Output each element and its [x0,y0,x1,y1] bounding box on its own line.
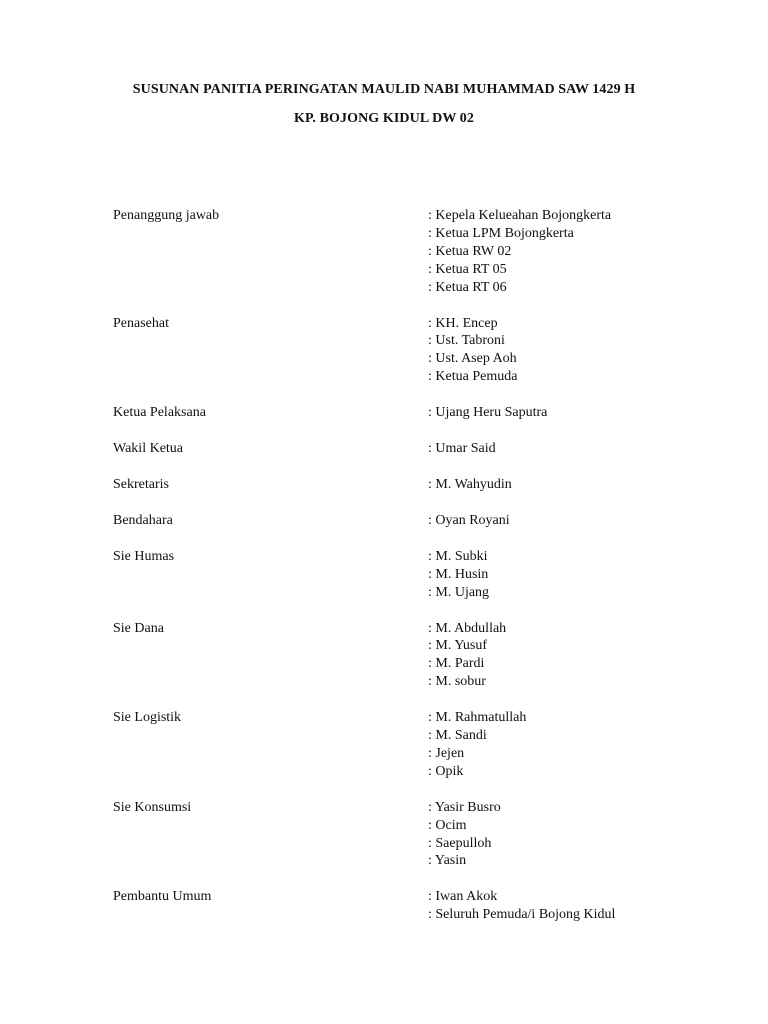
entry-spacer [113,494,673,512]
committee-role: Penasehat [113,315,169,331]
committee-role: Ketua Pelaksana [113,405,206,421]
committee-entry [113,440,673,458]
committee-member: : M. Husin [428,566,489,584]
committee-role: Wakil Ketua [113,441,184,457]
committee-member: : M. Wahyudin [428,476,512,494]
entry-spacer [113,297,673,315]
committee-member: : M. Yusuf [428,637,506,655]
committee-entry [113,709,673,781]
committee-role: Sie Konsumsi [113,799,192,815]
committee-member: : Ocim [428,817,501,835]
entry-spacer [113,422,673,440]
committee-member: : Umar Said [428,440,496,458]
committee-members [428,512,510,530]
committee-member: : M. sobur [428,673,506,691]
document-subtitle: KP. BOJONG KIDUL DW 02 [294,111,474,126]
committee-member: : M. Abdullah [428,620,506,638]
committee-member: : Opik [428,763,526,781]
committee-role: Sie Dana [113,620,164,636]
entry-spacer [113,602,673,620]
committee-entry [113,404,673,422]
committee-member: : Iwan Akok [428,888,615,906]
committee-role: Sie Logistik [113,710,182,726]
committee-member: : Ust. Tabroni [428,332,517,350]
committee-members [428,207,611,297]
committee-entry [113,207,673,297]
entry-spacer [113,870,673,888]
committee-role: Sie Humas [113,548,175,564]
committee-members [428,440,496,458]
document-title: SUSUNAN PANITIA PERINGATAN MAULID NABI MUHAMMAD SAW 1429 H [132,82,636,97]
committee-members [428,709,526,781]
committee-entry [113,620,673,692]
committee-member: : Ust. Asep Aoh [428,350,517,368]
committee-role: Pembantu Umum [113,889,212,905]
committee-member: : M. Ujang [428,584,489,602]
committee-members [428,404,547,422]
committee-member: : Ketua RW 02 [428,243,611,261]
committee-members [428,548,489,602]
committee-member: : Oyan Royani [428,512,510,530]
entry-spacer [113,458,673,476]
committee-member: : Seluruh Pemuda/i Bojong Kidul [428,906,615,924]
entry-spacer [113,781,673,799]
committee-entry [113,315,673,387]
committee-entry [113,548,673,602]
committee-member: : Ketua RT 05 [428,261,611,279]
committee-members [428,315,517,387]
committee-members [428,620,506,692]
entry-spacer [113,691,673,709]
committee-member: : KH. Encep [428,315,517,333]
committee-role: Penanggung jawab [113,208,220,223]
committee-member: : Kepela Kelueahan Bojongkerta [428,207,611,225]
entry-spacer [113,530,673,548]
entry-spacer [113,386,673,404]
committee-role: Sekretaris [113,476,169,492]
committee-members [428,476,512,494]
committee-entry [113,888,673,924]
committee-role: Bendahara [113,512,173,528]
committee-member: : M. Rahmatullah [428,709,526,727]
committee-entry [113,476,673,494]
committee-member: : Ketua RT 06 [428,279,611,297]
committee-member: : Ketua LPM Bojongkerta [428,225,611,243]
committee-member: : Ketua Pemuda [428,368,517,386]
committee-entry [113,512,673,530]
committee-entry [113,799,673,871]
committee-member: : Ujang Heru Saputra [428,404,547,422]
committee-members [428,799,501,871]
committee-list [113,207,673,924]
committee-members [428,888,615,924]
committee-member: : Saepulloh [428,835,501,853]
committee-member: : M. Sandi [428,727,526,745]
committee-member: : Yasin [428,852,501,870]
committee-member: : M. Subki [428,548,489,566]
committee-member: : Yasir Busro [428,799,501,817]
committee-member: : Jejen [428,745,526,763]
committee-member: : M. Pardi [428,655,506,673]
